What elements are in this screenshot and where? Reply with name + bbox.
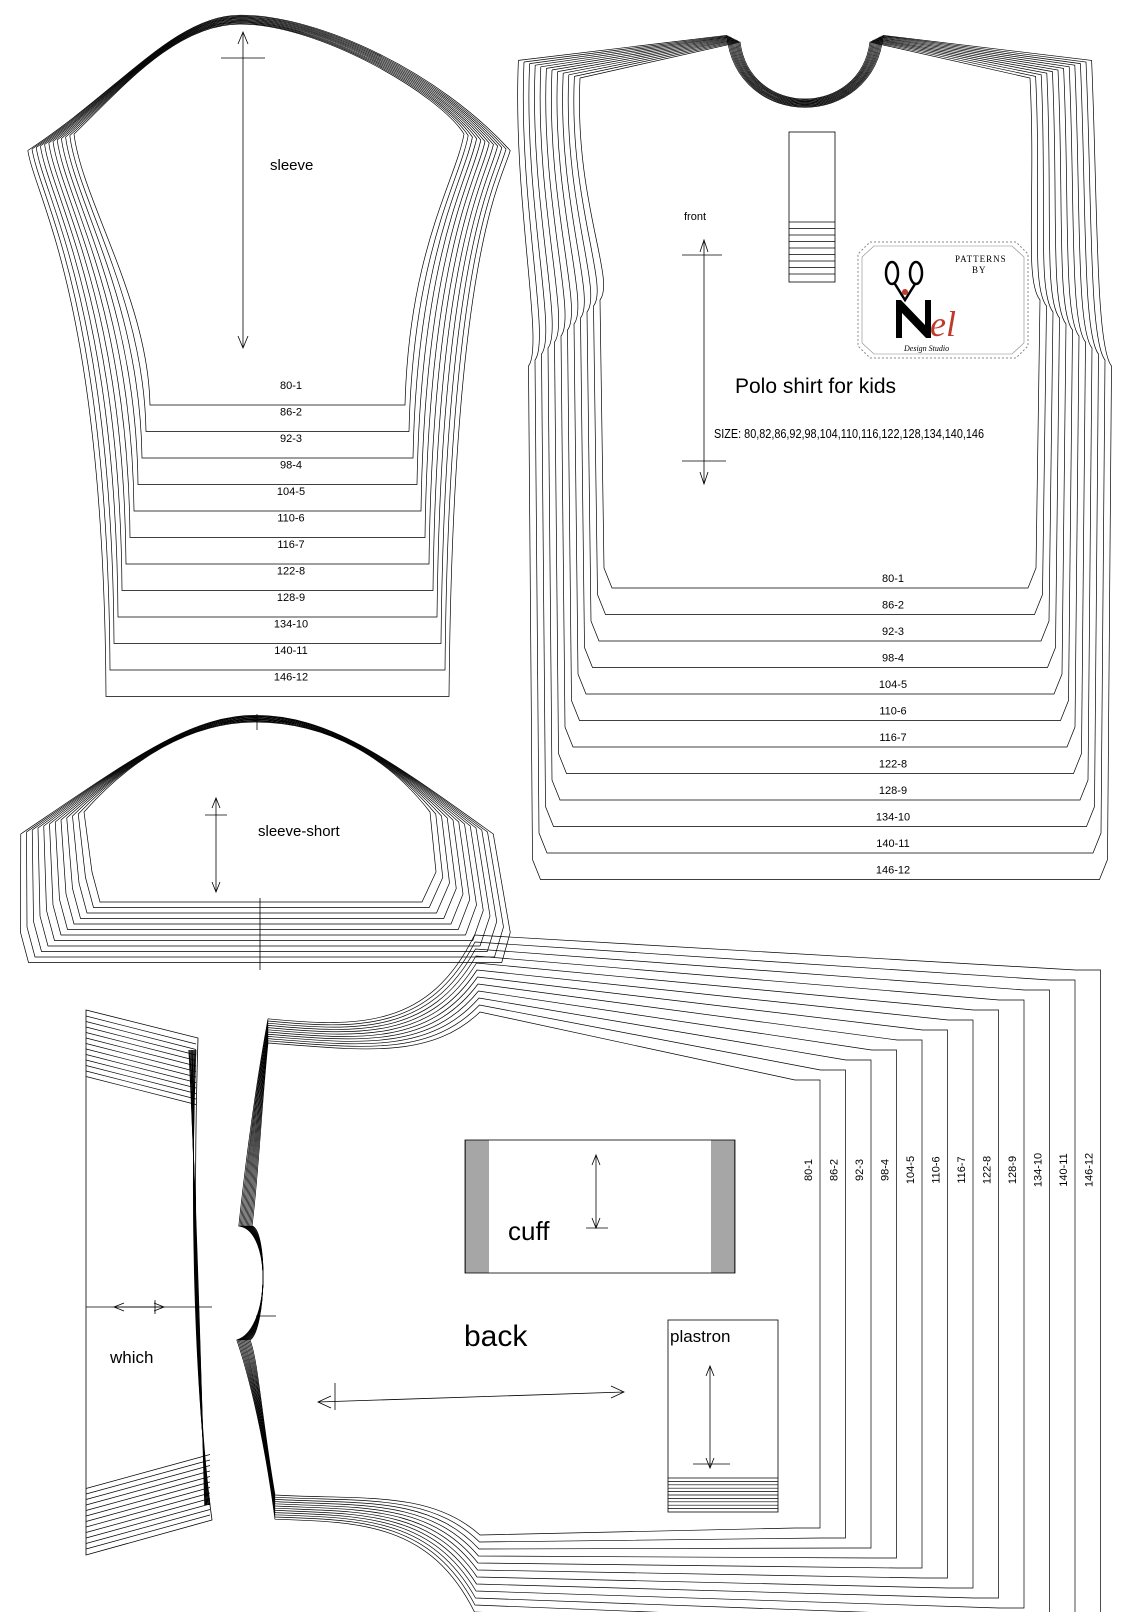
back-size-label: 116-7 [956, 1156, 968, 1184]
sleeve-outline-80-1 [74, 24, 464, 405]
which-line [86, 1504, 210, 1538]
which-line [86, 1466, 210, 1500]
front-size-label: 140-11 [876, 838, 910, 850]
logo-studio: Design Studio [904, 344, 950, 353]
back-outline-146-12 [237, 935, 1101, 1612]
back-outline-98-4 [246, 991, 896, 1558]
sleeve-size-label: 122-8 [276, 565, 306, 578]
front-grainline [682, 240, 726, 484]
size-line: SIZE: 80,82,86,92,98,104,110,116,122,128,134,140,146 [714, 426, 984, 441]
which-line [86, 1049, 196, 1077]
which-line [86, 1044, 196, 1072]
front-outline-140-11 [523, 36, 1105, 853]
sleeve-grainline [221, 32, 265, 348]
front-size-label: 92-3 [881, 626, 905, 638]
front-size-label: 122-8 [878, 758, 908, 771]
back-size-label: 140-11 [1058, 1153, 1070, 1187]
logo-line2: BY [972, 265, 987, 275]
back-size-label: 104-5 [905, 1155, 917, 1185]
sleeve-short-outline [67, 720, 457, 918]
which-label: which [110, 1348, 154, 1367]
sleeve-piece [28, 15, 510, 696]
which-line [86, 1477, 210, 1511]
sleeve-short-label: sleeve-short [258, 823, 340, 840]
which-line [86, 1493, 210, 1527]
which-line [86, 1022, 196, 1050]
which-line [86, 1055, 196, 1083]
back-size-label: 80-1 [803, 1158, 815, 1182]
back-piece [237, 935, 1101, 1612]
sleeve-outline-146-12 [28, 15, 510, 696]
sleeve-short-outline [78, 721, 443, 907]
cuff-label: cuff [508, 1216, 550, 1246]
back-size-label: 92-3 [854, 1158, 866, 1182]
size-labels [274, 380, 1096, 1187]
sleeve-short-outline [73, 721, 450, 913]
back-outline-86-2 [249, 1005, 846, 1542]
which-line [86, 1016, 196, 1044]
front-outline-86-2 [574, 41, 1047, 614]
back-size-label: 128-9 [1007, 1155, 1019, 1185]
sleeve-size-label: 134-10 [273, 618, 309, 631]
front-size-label: 116-7 [879, 732, 907, 744]
sleeve-outline-104-5 [57, 21, 481, 511]
back-outline-116-7 [243, 970, 973, 1588]
back-size-label: 122-8 [981, 1155, 994, 1185]
front-outline-128-9 [534, 37, 1092, 800]
back-outline-110-6 [244, 977, 948, 1578]
sleeve-short-outline [84, 722, 436, 902]
logo-name-tail: el [930, 304, 956, 344]
back-size-label: 86-2 [828, 1158, 841, 1182]
which-line [86, 1499, 210, 1533]
which-line [86, 1488, 210, 1522]
which-line [86, 1482, 210, 1516]
sleeve-size-label: 80-1 [279, 380, 303, 392]
front-outline-146-12 [518, 35, 1112, 879]
front-size-label: 128-9 [878, 785, 908, 797]
logo-line1: PATTERNS [955, 254, 1007, 264]
front-size-label: 86-2 [881, 599, 905, 612]
which-grainline [114, 1300, 164, 1314]
which-edge [193, 1050, 208, 1505]
which-line [86, 1471, 210, 1505]
sleeve-size-label: 92-3 [279, 433, 303, 445]
back-outline-140-11 [238, 942, 1075, 1612]
cuff-outline [465, 1140, 735, 1273]
which-line [86, 1066, 196, 1094]
front-size-label: 104-5 [878, 679, 908, 691]
sleeve-size-label: 104-5 [276, 486, 306, 498]
back-size-label: 134-10 [1032, 1152, 1045, 1188]
which-piece [86, 1010, 212, 1555]
sleeve-size-label: 98-4 [279, 459, 303, 472]
which-line [86, 1060, 196, 1088]
back-outline-80-1 [250, 1012, 820, 1535]
plastron-outline [668, 1320, 778, 1512]
back-outline-92-3 [248, 998, 871, 1549]
sleeve-size-label: 140-11 [274, 645, 308, 657]
cuff-grainline [586, 1155, 608, 1228]
which-line [86, 1515, 210, 1549]
sleeve-label: sleeve [270, 157, 314, 174]
which-line [86, 1455, 210, 1489]
sleeve-outline-134-10 [36, 17, 502, 644]
which-line [86, 1038, 196, 1066]
front-outline-92-3 [568, 41, 1053, 641]
sleeve-size-label: 146-12 [273, 671, 309, 684]
which-line [86, 1027, 196, 1055]
sleeve-short-grainline [205, 798, 227, 892]
which-line [86, 1510, 210, 1544]
which-line [86, 1077, 196, 1105]
plastron-grainline [693, 1366, 730, 1468]
back-outline-104-5 [245, 984, 922, 1568]
patterns-by-nel-logo [858, 242, 1028, 358]
cuff-piece [465, 1140, 735, 1273]
back-size-label: 98-4 [879, 1158, 892, 1182]
back-size-label: 146-12 [1083, 1152, 1096, 1188]
which-line [86, 1460, 210, 1494]
front-outline-122-8 [540, 38, 1085, 774]
sleeve-size-label: 86-2 [279, 406, 303, 419]
sleeve-short-outline [61, 720, 463, 924]
sleeve-outline-92-3 [66, 22, 473, 458]
back-grainline [318, 1383, 624, 1410]
front-size-label: 146-12 [875, 864, 911, 877]
back-size-label: 110-6 [930, 1156, 943, 1184]
sleeve-outline-128-9 [40, 18, 497, 617]
front-size-label: 110-6 [879, 705, 907, 718]
front-outline-104-5 [557, 40, 1066, 694]
back-label: back [464, 1320, 528, 1353]
front-outline-80-1 [579, 42, 1040, 588]
sleeve-size-label: 128-9 [276, 592, 306, 604]
sleeve-size-label: 116-7 [277, 539, 305, 551]
sleeve-outline-110-6 [53, 20, 485, 538]
which-line [86, 1033, 196, 1061]
which-line [86, 1071, 196, 1099]
front-size-label: 98-4 [881, 652, 905, 665]
sleeve-size-label: 110-6 [277, 512, 305, 525]
back-outline-134-10 [239, 949, 1049, 1612]
front-placket [789, 132, 835, 282]
plastron-label: plastron [670, 1327, 731, 1346]
front-label: front [684, 211, 707, 223]
scissors-icon [886, 262, 922, 300]
sleeve-short-piece [21, 714, 511, 970]
front-size-label: 134-10 [875, 811, 911, 824]
front-piece [518, 35, 1112, 879]
plastron-piece [668, 1320, 778, 1512]
title-label: Polo shirt for kids [735, 375, 897, 398]
sleeve-outline-86-2 [70, 23, 468, 431]
front-size-label: 80-1 [881, 573, 905, 585]
